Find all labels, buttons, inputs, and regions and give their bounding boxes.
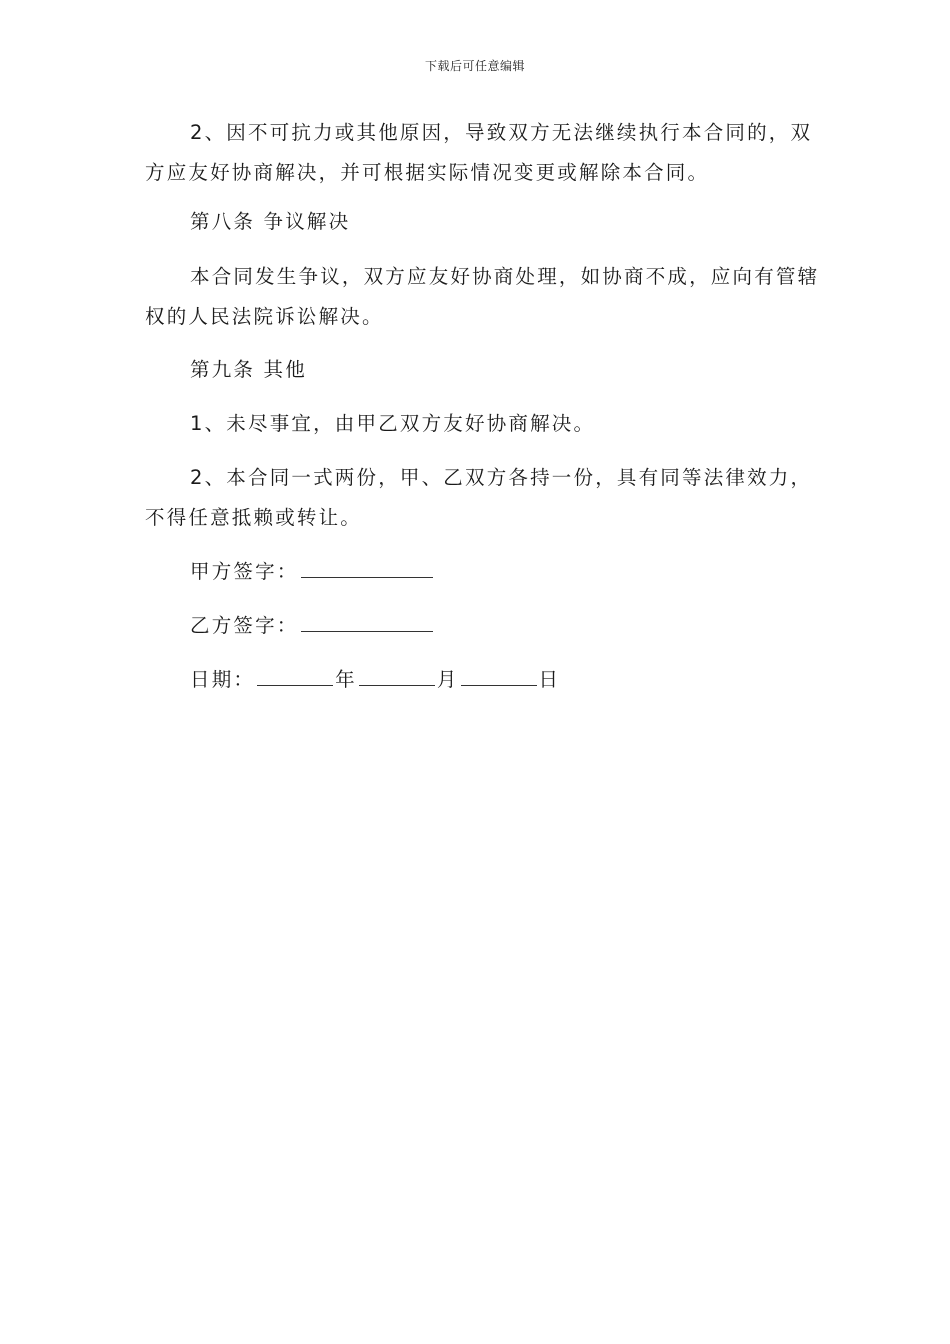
paragraph-text: 2、因不可抗力或其他原因，导致双方无法继续执行本合同的，双方应友好协商解决，并可根据实际情况变更或解除本合同。 bbox=[145, 121, 813, 184]
day-blank[interactable] bbox=[461, 659, 537, 686]
party-b-signature bbox=[145, 605, 825, 646]
month-label: 月 bbox=[436, 668, 459, 691]
year-label: 年 bbox=[335, 668, 357, 691]
paragraph-text: 1、未尽事宜，由甲乙双方友好协商解决。 bbox=[190, 412, 596, 435]
paragraph-other-2 bbox=[145, 458, 825, 538]
date-line bbox=[145, 659, 825, 700]
header-note: 下载后可任意编辑 bbox=[424, 59, 525, 73]
paragraph-dispute bbox=[145, 257, 825, 337]
party-b-label: 乙方签字： bbox=[190, 614, 299, 637]
party-a-signature bbox=[145, 551, 825, 592]
paragraph-force-majeure bbox=[145, 113, 825, 193]
article-9-title bbox=[145, 350, 825, 390]
party-a-signature-blank[interactable] bbox=[301, 551, 433, 578]
party-b-signature-blank[interactable] bbox=[301, 605, 433, 632]
date-label: 日期： bbox=[190, 668, 256, 691]
article-8-title bbox=[145, 202, 825, 242]
month-blank[interactable] bbox=[359, 659, 435, 686]
article-title-text: 第八条 争议解决 bbox=[190, 210, 351, 233]
paragraph-text: 2、本合同一式两份，甲、乙双方各持一份，具有同等法律效力，不得任意抵赖或转让。 bbox=[145, 466, 813, 529]
paragraph-text: 本合同发生争议，双方应友好协商处理，如协商不成，应向有管辖权的人民法院诉讼解决。 bbox=[145, 265, 820, 328]
day-label: 日 bbox=[538, 668, 561, 691]
year-blank[interactable] bbox=[257, 659, 333, 686]
article-title-text: 第九条 其他 bbox=[190, 358, 307, 381]
party-a-label: 甲方签字： bbox=[190, 560, 299, 583]
paragraph-other-1 bbox=[145, 404, 825, 444]
